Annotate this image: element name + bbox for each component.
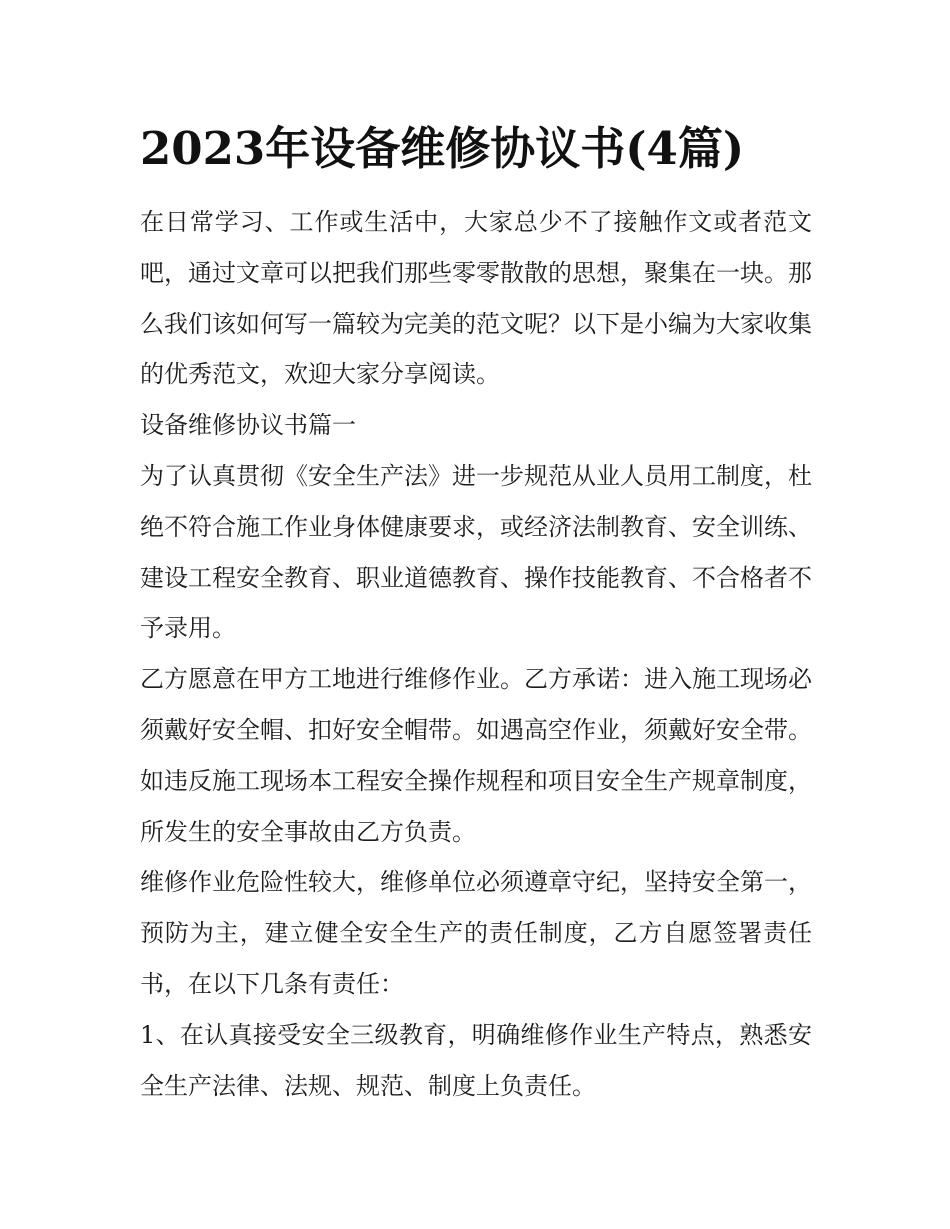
document-body [140,197,812,1111]
body-paragraph: 乙方愿意在甲方工地进行维修作业。乙方承诺：进入施工现场必须戴好安全帽、扣好安全帽带。如遇高空作业，须戴好安全带。如违反施工现场本工程安全操作规程和项目安全生产规章制度，所发生的安全事故由乙方负责。 [140,665,812,846]
body-paragraph: 为了认真贯彻《安全生产法》进一步规范从业人员用工制度，杜绝不符合施工作业身体健康要求，或经济法制教育、安全训练、建设工程安全教育、职业道德教育、操作技能教育、不合格者不予录用。 [140,461,812,643]
numbered-paragraph: 1、在认真接受安全三级教育，明确维修作业生产特点，熟悉安全生产法律、法规、规范、制度上负责任。 [140,1020,812,1100]
intro-paragraph: 在日常学习、工作或生活中，大家总少不了接触作文或者范文吧，通过文章可以把我们那些零零散散的思想，聚集在一块。那么我们该如何写一篇较为完美的范文呢？以下是小编为大家收集的优秀范文，欢迎大家分享阅读。 [140,208,812,389]
section-heading: 设备维修协议书篇一 [140,411,356,440]
body-paragraph: 维修作业危险性较大，维修单位必须遵章守纪，坚持安全第一，预防为主，建立健全安全生产的责任制度，乙方自愿签署责任书，在以下几条有责任： [140,868,812,998]
document-title: 2023年设备维修协议书(4篇) [140,122,745,175]
